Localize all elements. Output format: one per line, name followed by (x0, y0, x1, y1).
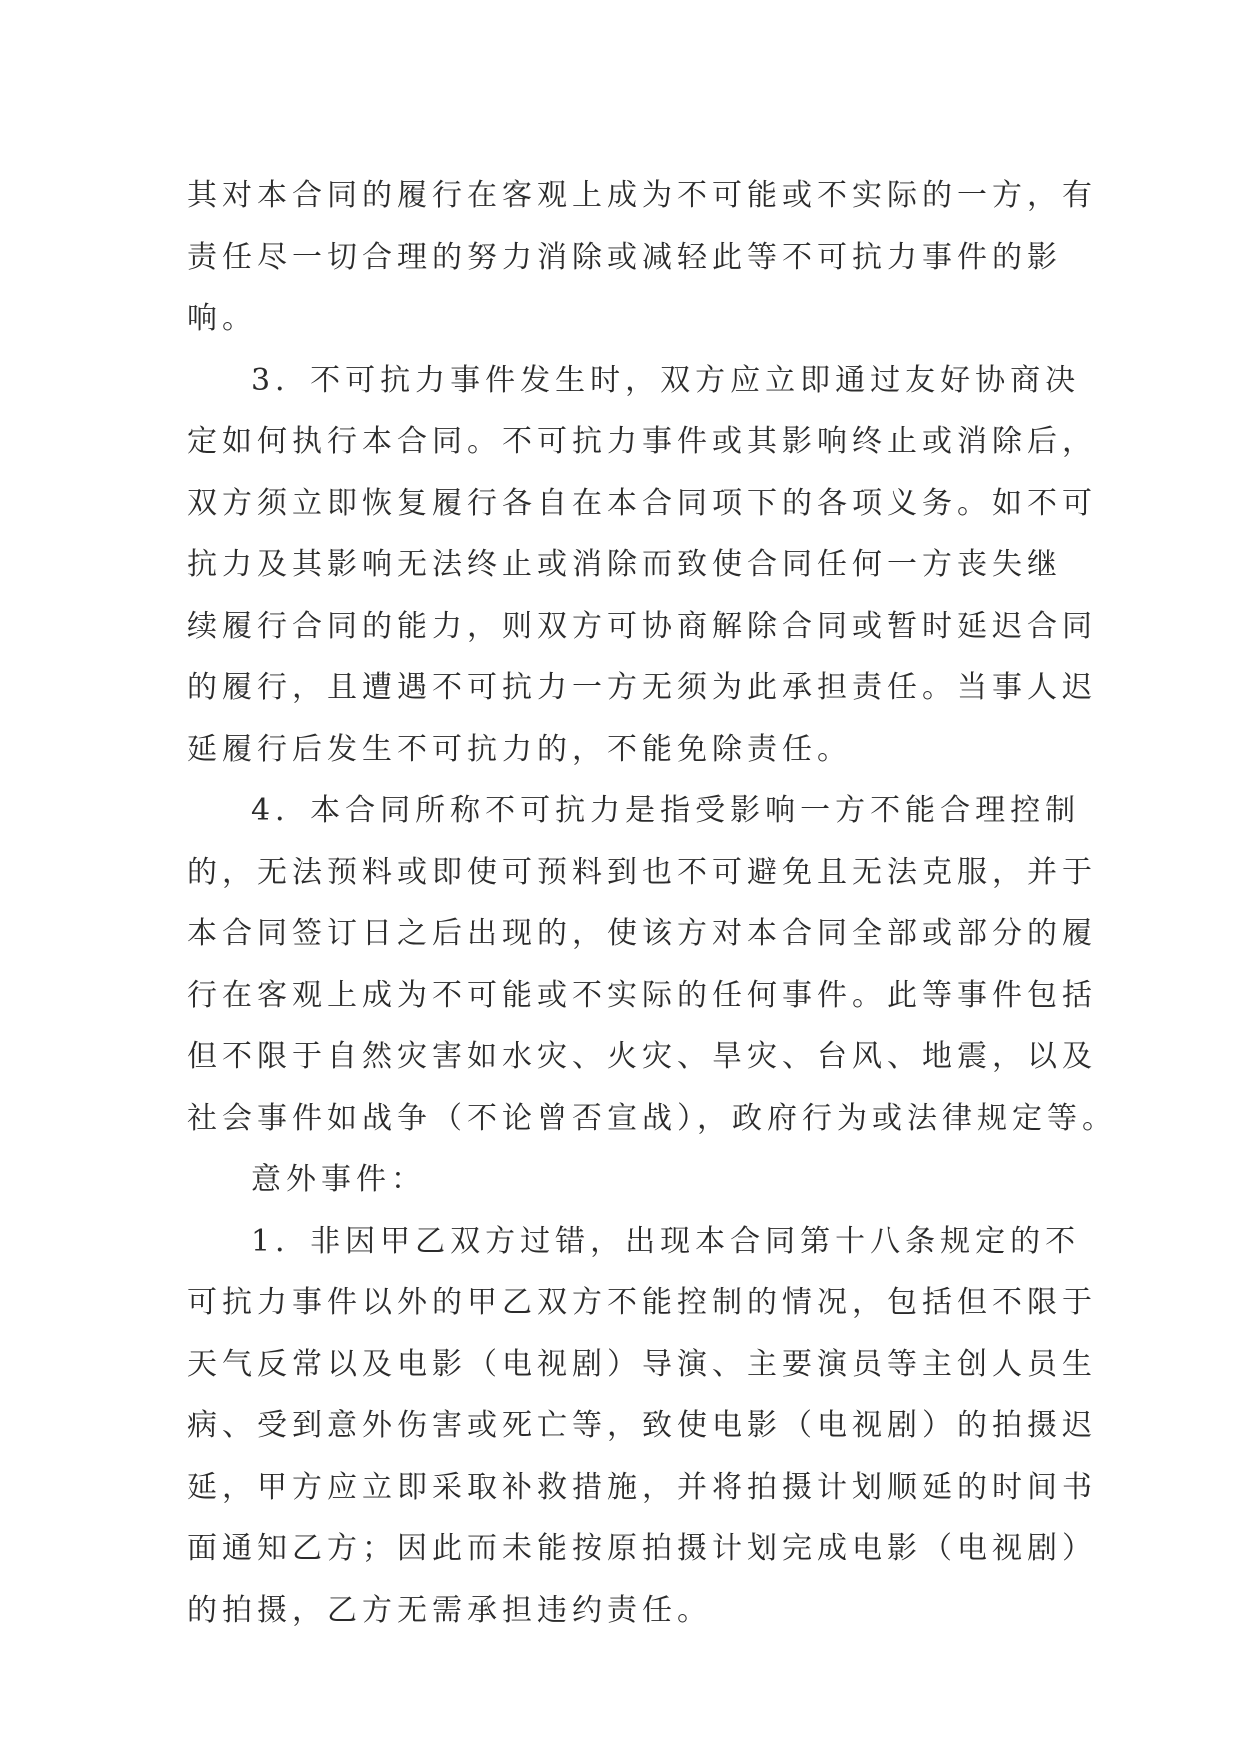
text-line: 定如何执行本合同。不可抗力事件或其影响终止或消除后， (187, 424, 1097, 459)
text-line: 响。 (187, 301, 257, 336)
text-line: 其对本合同的履行在客观上成为不可能或不实际的一方，有 (187, 178, 1097, 213)
document-body (187, 165, 1117, 1641)
text-line: 延，甲方应立即采取补救措施，并将拍摄计划顺延的时间书 (187, 1469, 1097, 1505)
text-line: 本合同签订日之后出现的，使该方对本合同全部或部分的履 (187, 916, 1097, 951)
text-line: 面通知乙方；因此而未能按原拍摄计划完成电影（电视剧） (187, 1531, 1097, 1566)
text-line: 行在客观上成为不可能或不实际的任何事件。此等事件包括 (187, 977, 1097, 1013)
text-line: 天气反常以及电影（电视剧）导演、主要演员等主创人员生 (187, 1346, 1097, 1382)
text-line: 可抗力事件以外的甲乙双方不能控制的情况，包括但不限于 (187, 1285, 1097, 1320)
section-heading-accident: 意外事件： (251, 1162, 426, 1197)
text-line: 双方须立即恢复履行各自在本合同项下的各项义务。如不可 (187, 485, 1097, 521)
text-line: 的履行，且遭遇不可抗力一方无须为此承担责任。当事人迟 (187, 670, 1097, 705)
text-line: 病、受到意外伤害或死亡等，致使电影（电视剧）的拍摄迟 (187, 1408, 1097, 1443)
text-line: 的拍摄，乙方无需承担违约责任。 (187, 1592, 712, 1628)
clause-3-start: 3．不可抗力事件发生时，双方应立即通过友好协商决 (251, 362, 1081, 398)
clause-4-start: 4．本合同所称不可抗力是指受影响一方不能合理控制 (251, 793, 1081, 828)
text-line: 抗力及其影响无法终止或消除而致使合同任何一方丧失继 (187, 547, 1062, 582)
accident-clause-1-start: 1．非因甲乙双方过错，出现本合同第十八条规定的不 (251, 1223, 1081, 1259)
text-line: 的，无法预料或即使可预料到也不可避免且无法克服，并于 (187, 854, 1097, 890)
text-line: 延履行后发生不可抗力的，不能免除责任。 (187, 731, 852, 767)
text-line: 责任尽一切合理的努力消除或减轻此等不可抗力事件的影 (187, 239, 1062, 275)
text-line: 续履行合同的能力，则双方可协商解除合同或暂时延迟合同 (187, 608, 1097, 644)
text-line: 但不限于自然灾害如水灾、火灾、旱灾、台风、地震，以及 (187, 1039, 1097, 1074)
text-line: 社会事件如战争（不论曾否宣战），政府行为或法律规定等。 (187, 1100, 1117, 1136)
